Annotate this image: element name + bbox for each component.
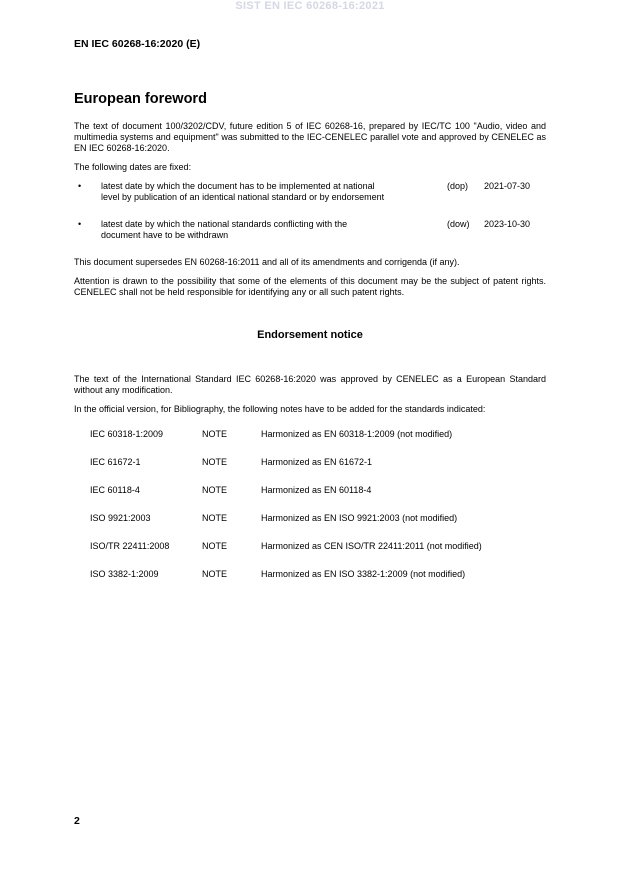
endorsement-approval: The text of the International Standard IEC 60268-16:2020 was approved by CENELEC as a European Standard without any modification. [74,374,546,395]
date-description-line2: level by publication of an identical national standard or by endorsement [101,192,385,202]
date-item-dow [74,219,546,241]
date-value: 2021-07-30 [484,181,531,191]
note-text: Harmonized as EN 61672-1 [261,457,373,467]
date-item-dop [74,181,546,203]
date-description [101,219,436,241]
date-description-line2: document have to be withdrawn [101,230,229,240]
watermark: SIST EN IEC 60268-16:2021 [235,0,385,12]
note-label: NOTE [202,569,228,579]
standard-reference: IEC 61672-1 [90,457,141,467]
note-text: Harmonized as EN 60118-4 [261,485,372,495]
note-label: NOTE [202,457,228,467]
standard-reference: ISO/TR 22411:2008 [90,541,170,551]
foreword-title: European foreword [74,91,207,107]
bullet-icon: • [78,181,82,191]
patent-attention: Attention is drawn to the possibility that some of the elements of this document may be the subject of patent rights. CENELEC shall not be held responsible for identifying any or all such patent rights. [74,276,546,297]
date-description-line1: latest date by which the document has to be implemented at national [101,181,375,191]
supersedes-statement: This document supersedes EN 60268-16:2011 and all of its amendments and corrigenda (if any). [74,257,460,267]
date-value: 2023-10-30 [484,219,531,229]
date-abbreviation: (dop) [447,181,469,191]
harmonized-notes-table [74,429,482,597]
table-row [74,429,482,457]
endorsement-title: Endorsement notice [257,329,363,341]
bibliography-intro: In the official version, for Bibliography, the following notes have to be added for the standards indicated: [74,404,486,414]
note-text: Harmonized as CEN ISO/TR 22411:2011 (not modified) [261,541,482,551]
note-label: NOTE [202,485,228,495]
date-description-line1: latest date by which the national standards conflicting with the [101,219,348,229]
table-row [74,569,482,597]
note-label: NOTE [202,429,228,439]
date-description [101,181,436,203]
dates-intro: The following dates are fixed: [74,162,192,172]
standard-reference: IEC 60118-4 [90,485,140,495]
foreword-intro: The text of document 100/3202/CDV, future edition 5 of IEC 60268-16, prepared by IEC/TC 100 "Audio, video and multimedia systems and equipment" was submitted to the IEC-CENELEC parallel vote and approved by CENELEC as EN IEC 60268-16:2020. [74,121,546,153]
document-id-header: EN IEC 60268-16:2020 (E) [74,38,201,50]
table-row [74,457,482,485]
standard-reference: ISO 9921:2003 [90,513,151,523]
table-row [74,513,482,541]
dates-list [74,181,546,241]
table-row [74,541,482,569]
note-text: Harmonized as EN ISO 3382-1:2009 (not modified) [261,569,466,579]
note-text: Harmonized as EN ISO 9921:2003 (not modified) [261,513,458,523]
date-abbreviation: (dow) [447,219,470,229]
note-text: Harmonized as EN 60318-1:2009 (not modified) [261,429,453,439]
page-content [74,90,546,597]
table-row [74,485,482,513]
page-number: 2 [74,815,80,827]
standard-reference: IEC 60318-1:2009 [90,429,164,439]
note-label: NOTE [202,541,228,551]
bullet-icon: • [78,219,82,229]
note-label: NOTE [202,513,228,523]
standard-reference: ISO 3382-1:2009 [90,569,159,579]
